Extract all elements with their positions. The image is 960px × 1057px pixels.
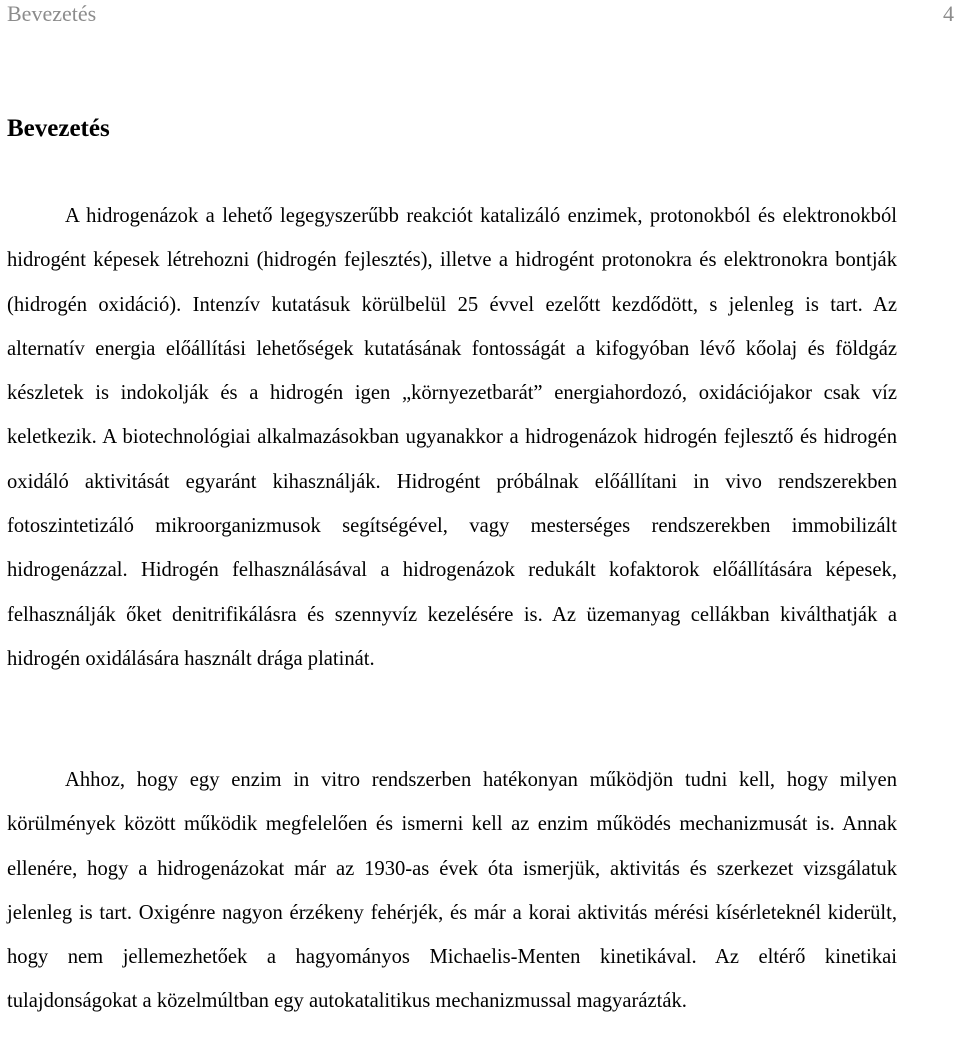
- page-number: 4: [943, 1, 954, 26]
- body-paragraph: A hidrogenázok a lehető legegyszerűbb reakciót katalizáló enzimek, protonokból és elektronokból hidrogént képesek létrehozni (hidrogén fejlesztés), illetve a hidrogént protonokra és elektronokra bontják (hidrogén oxidáció). Intenzív kutatásuk körülbelül 25 évvel ezelőtt kezdődött, s jelenleg is tart. Az alternatív energia előállítási lehetőségek kutatásának fontosságát a kifogyóban lévő kőolaj és földgáz készletek is indokolják és a hidrogén igen „környezetbarát” energiahordozó, oxidációjakor csak víz keletkezik. A biotechnológiai alkalmazásokban ugyanakkor a hidrogenázok hidrogén fejlesztő és hidrogén oxidáló aktivitását egyaránt kihasználják. Hidrogént próbálnak előállítani in vivo rendszerekben fotoszintetizáló mikroorganizmusok segítségével, vagy mesterséges rendszerekben immobilizált hidrogenázzal. Hidrogén felhasználásával a hidrogenázok redukált kofaktorok előállítására képesek, felhasználják őket denitrifikálásra és szennyvíz kezelésére is. Az üzemanyag cellákban kiválthatják a hidrogén oxidálására használt drága platinát.: [7, 205, 897, 670]
- page-title: Bevezetés: [7, 115, 110, 142]
- body-paragraph: Ahhoz, hogy egy enzim in vitro rendszerben hatékonyan működjön tudni kell, hogy milyen körülmények között működik megfelelően és ismerni kell az enzim működés mechanizmusát is. Annak ellenére, hogy a hidrogenázokat már az 1930-as évek óta ismerjük, aktivitás és szerkezet vizsgálatuk jelenleg is tart. Oxigénre nagyon érzékeny fehérjék, és már a korai aktivitás mérési kísérleteknél kiderült, hogy nem jellemezhetőek a hagyományos Michaelis-Menten kinetikával. Az eltérő kinetikai tulajdonságokat a közelmúltban egy autokatalitikus mechanizmussal magyarázták.: [7, 769, 897, 1013]
- running-header: [0, 0, 960, 30]
- header-title: Bevezetés: [7, 1, 97, 26]
